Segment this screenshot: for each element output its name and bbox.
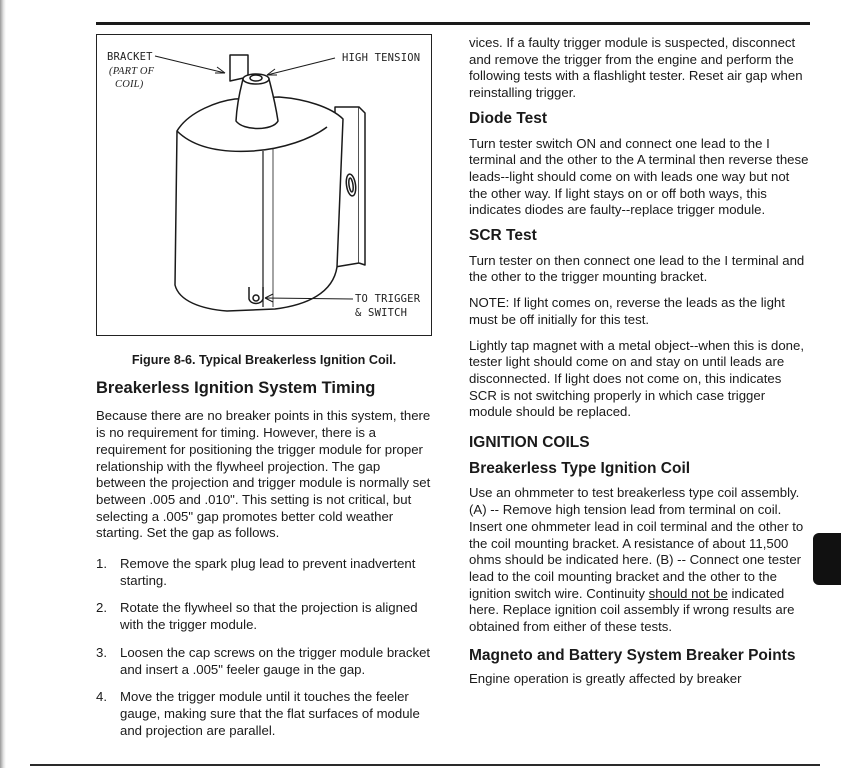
tap-magnet-paragraph: Lightly tap magnet with a metal object--when this is done, tester light should come on and stay on until leads are disconnected. If light does not come on, this indicates SCR is not switching properly in which case trigger module should be replaced. [469,337,804,420]
step-text: Rotate the flywheel so that the projection is aligned with the trigger module. [120,600,418,633]
label-high-tension: HIGH TENSION [342,52,421,64]
figure-caption: Figure 8-6. Typical Breakerless Ignition Coil. [131,353,397,367]
magneto-heading: Magneto and Battery System Breaker Points [469,646,796,664]
timing-steps-list [96,556,432,739]
figure-breakerless-ignition-coil [96,34,432,336]
list-item [96,600,432,633]
left-column [96,34,432,750]
diode-test-heading: Diode Test [469,109,548,127]
label-trigger-2: & SWITCH [355,307,408,319]
coil-text-part-b: indicated here. Replace ignition coil assembly if wrong results are obtained from either of these tests. [469,585,795,635]
ignition-coils-heading: IGNITION COILS [469,434,590,452]
step-text: Remove the spark plug lead to prevent inadvertent starting. [120,556,416,588]
step-number: 1. [96,556,107,572]
step-number: 3. [96,644,107,660]
coil-text-underlined: should not be [648,585,728,601]
coil-text-part-a: Use an ohmmeter to test breakerless type coil assembly. (A) -- Remove high tension lead from terminal on coil. Insert one ohmmeter lead in coil terminal and the other to the coil mounting bracket. A resistance of about 11,500 ohms should be indicated here. (B) -- Connect one tester lead to the coil mounting bracket and the other to the ignition switch wire. Continuity [469,485,804,601]
step-number: 2. [96,600,107,616]
label-bracket-note-2: COIL) [115,79,144,90]
bottom-rule [30,764,820,766]
note-paragraph: NOTE: If light comes on, reverse the leads as the light must be off initially for this test. [469,295,785,327]
right-column [469,35,809,688]
scr-test-paragraph: Turn tester on then connect one lead to the I terminal and the other to the trigger mounting bracket. [469,252,805,285]
step-text: Loosen the cap screws on the trigger module bracket and insert a .005" feeler gauge in the gap. [120,644,431,677]
scr-test-heading: SCR Test [469,227,537,245]
coil-illustration [97,35,433,337]
continuation-paragraph: vices. If a faulty trigger module is suspected, disconnect and remove the trigger from the engine and perform the following tests with a flashlight tester. Reset air gap when reinstalling trigger. [469,35,803,101]
list-item [96,689,432,739]
label-bracket: BRACKET [107,51,153,63]
list-item [96,645,432,678]
breakerless-coil-heading: Breakerless Type Ignition Coil [469,459,691,477]
list-item [96,556,432,589]
top-rule [96,22,810,25]
chapter-tab-marker [813,533,841,585]
label-trigger-1: TO TRIGGER [355,293,421,305]
coil-test-paragraph [469,485,809,635]
step-number: 4. [96,689,107,705]
magneto-paragraph: Engine operation is greatly affected by breaker [469,670,742,686]
diode-test-paragraph: Turn tester switch ON and connect one lead to the I terminal and the other to the A terminal then reverse these leads--light should come on with leads one way but not the other way. If light stays on or off both ways, this indicates diodes are faulty--replace trigger module. [469,135,809,218]
timing-intro-paragraph: Because there are no breaker points in this system, there is no requirement for timing. However, there is a requirement for positioning the trigger module for proper relationship with the flywheel projection. The gap between the projection and trigger module is normally set between .005 and .010". This setting is not critical, but selecting a .005" gap promotes better cold weather starting. Set the gap as follows. [96,408,431,541]
page-left-shadow [0,0,6,768]
high-tension-tower [236,79,278,129]
label-bracket-note-1: (PART OF [109,66,155,77]
section-heading-timing: Breakerless Ignition System Timing [96,378,376,397]
step-text: Move the trigger module until it touches the feeler gauge, making sure that the flat surfaces of module and projection are parallel. [120,689,420,738]
